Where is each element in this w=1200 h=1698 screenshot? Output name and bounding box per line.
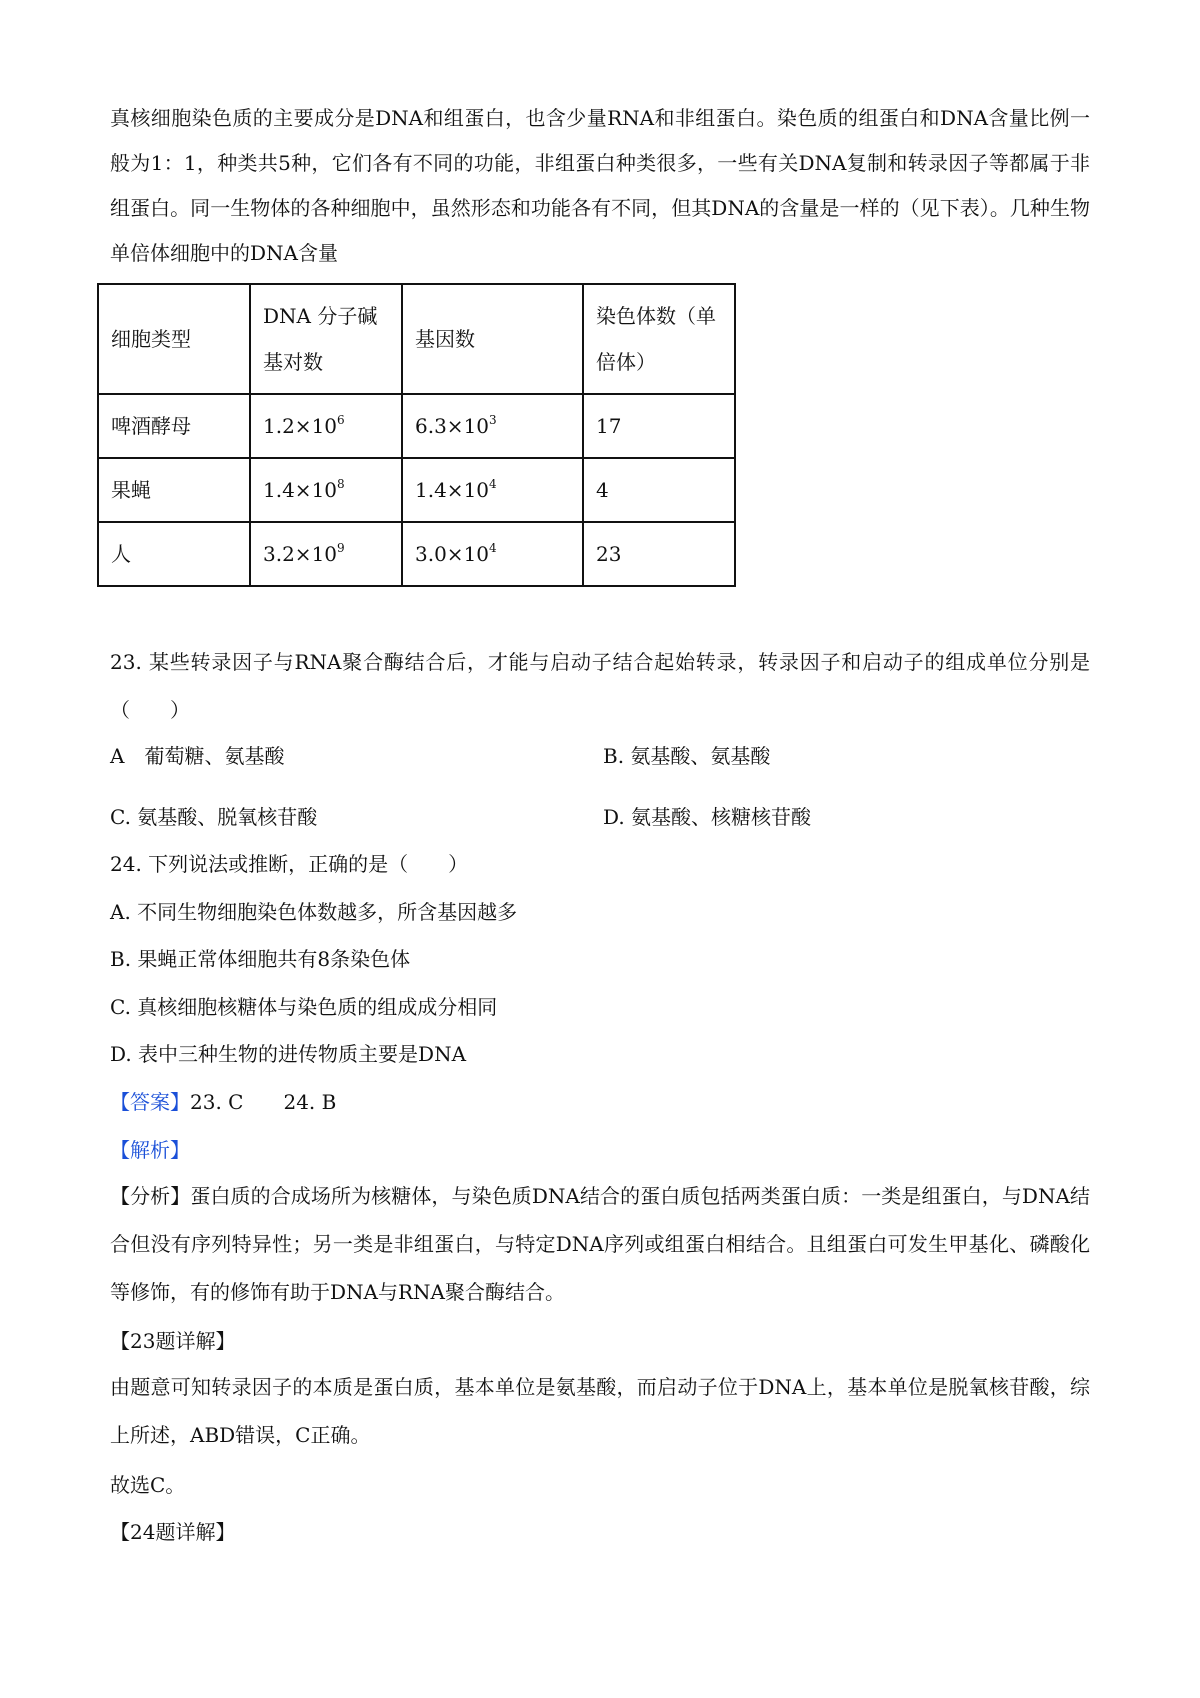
cell-type: 人 (98, 522, 250, 586)
table-header-cell: 细胞类型 (98, 284, 250, 394)
q24-option-d: D. 表中三种生物的进传物质主要是DNA (110, 1042, 467, 1066)
q24-option-b: B. 果蝇正常体细胞共有8条染色体 (110, 947, 411, 971)
table-row (98, 458, 735, 522)
q23-detail-title: 【23题详解】 (110, 1329, 236, 1353)
question-23-stem: 23. 某些转录因子与RNA聚合酶结合后，才能与启动子结合起始转录，转录因子和启动子的组成单位分别是（ ） (110, 650, 1090, 722)
table-header-cell: 染色体数（单倍体） (583, 284, 735, 394)
cell-gene-count: $1.4\times 10^4$ (402, 458, 583, 522)
analysis-text: 蛋白质的合成场所为核糖体，与染色质DNA结合的蛋白质包括两类蛋白质：一类是组蛋白，与DNA结合但没有序列特异性；另一类是非组蛋白，与特定DNA序列或组蛋白相结合。且组蛋白可发生甲基化、磷酸化等修饰，有的修饰有助于DNA与RNA聚合酶结合。 (110, 1184, 1090, 1304)
table-header-row (98, 284, 735, 394)
cell-chromosomes: 17 (583, 394, 735, 458)
cell-gene-count: $3.0\times 10^4$ (402, 522, 583, 586)
q23-detail-choice: 故选C。 (110, 1473, 186, 1497)
q23-option-b: B. 氨基酸、氨基酸 (603, 744, 771, 768)
q23-detail-text: 由题意可知转录因子的本质是蛋白质，基本单位是氨基酸，而启动子位于DNA上，基本单位是脱氧核苷酸，综上所述，ABD错误，C正确。 (110, 1375, 1090, 1447)
answer-text: 23. C 24. B (190, 1090, 337, 1114)
cell-type: 果蝇 (98, 458, 250, 522)
analysis-paragraph (110, 1172, 1090, 1316)
cell-base-pairs: $1.2\times 10^6$ (250, 394, 402, 458)
q23-option-d: D. 氨基酸、核糖核苷酸 (603, 805, 812, 829)
cell-base-pairs: $1.4\times 10^8$ (250, 458, 402, 522)
cell-type: 啤酒酵母 (98, 394, 250, 458)
answer-line (110, 1087, 336, 1117)
table-row (98, 522, 735, 586)
cell-chromosomes: 4 (583, 458, 735, 522)
analysis-label: 【解析】 (110, 1138, 190, 1162)
table-header-cell: 基因数 (402, 284, 583, 394)
cell-gene-count: $6.3\times 10^3$ (402, 394, 583, 458)
intro-paragraph: 真核细胞染色质的主要成分是DNA和组蛋白，也含少量RNA和非组蛋白。染色质的组蛋白和DNA含量比例一般为1：1，种类共5种，它们各有不同的功能，非组蛋白种类很多，一些有关DNA复制和转录因子等都属于非组蛋白。同一生物体的各种细胞中，虽然形态和功能各有不同，但其DNA的含量是一样的（见下表）。几种生物单倍体细胞中的DNA含量 (110, 106, 1090, 265)
q24-option-c: C. 真核细胞核糖体与染色质的组成成分相同 (110, 995, 498, 1019)
analysis-sublabel: 【分析】 (110, 1184, 191, 1208)
q24-option-a: A. 不同生物细胞染色体数越多，所含基因越多 (110, 900, 518, 924)
q23-option-a: A 葡萄糖、氨基酸 (110, 744, 285, 768)
dna-content-table (97, 283, 736, 587)
q23-option-c: C. 氨基酸、脱氧核苷酸 (110, 805, 318, 829)
question-24-stem: 24. 下列说法或推断，正确的是（ ） (110, 852, 469, 876)
answer-label: 【答案】 (110, 1090, 190, 1114)
cell-base-pairs: $3.2\times 10^9$ (250, 522, 402, 586)
table-header-cell: DNA 分子碱基对数 (250, 284, 402, 394)
cell-chromosomes: 23 (583, 522, 735, 586)
table-row (98, 394, 735, 458)
q24-detail-title: 【24题详解】 (110, 1520, 236, 1544)
